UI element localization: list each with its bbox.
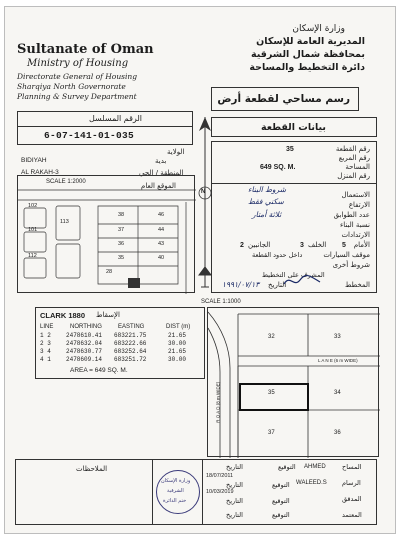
coord-row-northing: 2478609.14 (66, 356, 103, 363)
house-number-label: رقم المنزل (337, 172, 370, 180)
setbacks-label: الارتدادات (341, 231, 370, 239)
area-value: AL RAKAH-3 (21, 169, 59, 176)
serial-divider (18, 126, 192, 127)
surveyor-signature-label: التوقيع (278, 463, 296, 471)
locality-map-drawing (18, 176, 196, 294)
locality-plot: 112 (28, 253, 37, 259)
area-size-value: 649 SQ. M. (260, 164, 296, 171)
detail-plot: 37 (268, 430, 275, 436)
header-en-line-5: Planning & Survey Department (17, 92, 137, 101)
surveyor-name: AHMED (304, 464, 326, 470)
plot-number-label: رقم القطعة (335, 145, 370, 153)
wilayat-value-ar: بدية (155, 157, 167, 165)
locality-plot: 35 (118, 255, 125, 261)
detail-plot: 33 (334, 334, 341, 340)
parking-label: موقف السيارات (323, 251, 370, 259)
locality-plot: 101 (28, 227, 38, 233)
coord-row-dist: 21.65 (168, 332, 187, 339)
usage-label: الاستعمال (341, 191, 370, 199)
coordinates-table (35, 307, 205, 379)
col-header-easting: EASTING (118, 324, 145, 330)
draftsman-date-label: التاريخ (226, 481, 243, 489)
col-header-line: LINE (40, 324, 54, 330)
title-box (211, 87, 359, 111)
plot-info-table (211, 141, 377, 293)
locality-plot: 28 (106, 269, 113, 275)
header-ar-line-2: المديرية العامة للإسكان (256, 36, 365, 47)
footer-table (15, 459, 377, 525)
coord-row-easting: 683251.72 (114, 356, 147, 363)
plot-info-heading: بيانات القطعة (260, 122, 326, 133)
checker-signature-label: التوقيع (272, 497, 290, 505)
coord-row-northing: 2478632.04 (66, 340, 103, 347)
area-label: المنطقة / الحي (139, 169, 184, 177)
detail-plan-drawing (208, 308, 380, 458)
floors-label: عدد الطوابق (333, 211, 370, 219)
draftsman-date: 10/03/2019 (206, 489, 234, 495)
front-setback-label: الأمام (353, 241, 370, 249)
col-header-northing: NORTHING (70, 324, 102, 330)
locality-plot: 113 (60, 219, 69, 225)
plot-info-divider (212, 183, 376, 184)
date-value: ١٩٩١/٠٧/١٣ (222, 280, 260, 289)
notes-label: الملاحظات (76, 465, 108, 473)
lane-label: L A N E (6 m WIDE) (318, 358, 358, 363)
coord-row-line: 3 4 (40, 348, 51, 355)
coord-row-easting: 683221.75 (114, 332, 147, 339)
locality-plot: 44 (158, 227, 165, 233)
footer-divider (202, 460, 203, 524)
building-conditions-note: شروط البناء (248, 185, 287, 194)
building-ratio-label: نسبة البناء (339, 221, 370, 229)
approver-date-label: التاريخ (226, 511, 243, 519)
detail-scale: SCALE 1:1000 (201, 299, 241, 305)
wilayat-label: الولاية (167, 148, 185, 156)
locality-plot: 102 (28, 203, 38, 209)
datum-label-ar: الإسقاط (96, 311, 120, 319)
locality-plot: 43 (158, 241, 165, 247)
side-setback-label: الجانبين (248, 241, 271, 249)
detail-plot: 34 (334, 390, 341, 396)
side-setback-value: 2 (240, 242, 244, 249)
rear-setback-value: 3 (300, 242, 304, 249)
front-setback-value: 5 (342, 242, 346, 249)
area-size-label: المساحة (345, 163, 370, 171)
planner-label: المخطط (344, 281, 370, 289)
col-header-dist: DIST (m) (166, 324, 191, 330)
coord-row-dist: 21.65 (168, 348, 187, 355)
header-ar-line-1: وزارة الإسكان (292, 24, 345, 34)
header-ar-line-4: دائرة التخطيط والمساحة (249, 62, 365, 73)
header-en-line-4: Sharqiya North Governorate (17, 82, 126, 91)
coord-row-northing: 2478610.41 (66, 332, 103, 339)
plot-info-heading-box (211, 117, 377, 137)
general-location-label: الموقع العام (141, 182, 176, 190)
locality-plot: 37 (118, 227, 125, 233)
header-en-line-3: Directorate General of Housing (17, 72, 138, 81)
rear-setback-label: الخلف (308, 241, 327, 249)
coord-row-line: 2 3 (40, 340, 51, 347)
surveyor-date-label: التاريخ (226, 463, 243, 471)
detail-plan (207, 307, 379, 457)
stamp-text: الشرقية (167, 488, 184, 494)
detail-plot: 36 (334, 430, 341, 436)
coord-row-line: 1 2 (40, 332, 51, 339)
surveyor-role: المساح (342, 463, 362, 471)
parking-value: داخل حدود القطعة (252, 251, 303, 259)
draftsman-role: الرسام (342, 479, 361, 487)
square-number-label: رقم المربع (338, 154, 370, 162)
date-label: التاريخ (268, 281, 287, 289)
locality-plot: 40 (158, 255, 165, 261)
stamp-text: ختم الدائرة (163, 498, 187, 504)
coord-row-dist: 30.00 (168, 356, 187, 363)
height-label: الارتفاع (348, 201, 370, 209)
document-title: رسم مساحي لقطعة أرض (217, 93, 350, 105)
serial-number: 6-07-141-01-035 (44, 130, 135, 141)
floors-value: ثلاثة أمتار (252, 210, 282, 219)
coord-row-easting: 683222.66 (114, 340, 147, 347)
locality-map (17, 175, 195, 293)
planner-signature (282, 274, 322, 288)
datum-label: CLARK 1880 (40, 311, 86, 320)
footer-divider (152, 460, 153, 524)
coord-row-northing: 2478630.77 (66, 348, 103, 355)
serial-box (17, 111, 193, 145)
serial-label: الرقم المسلسل (88, 114, 142, 123)
coord-row-line: 4 1 (40, 356, 51, 363)
checker-role: المدقق (342, 495, 362, 503)
surveyor-date: 18/07/2011 (206, 473, 234, 479)
locality-plot: 38 (118, 212, 125, 218)
locality-plot: 46 (158, 212, 165, 218)
header-ar-line-3: بمحافظة شمال الشرقية (251, 49, 365, 60)
other-conditions-label: شروط أخرى (332, 261, 370, 269)
locality-scale: SCALE 1:2000 (46, 179, 86, 185)
approver-signature-label: التوقيع (272, 511, 290, 519)
header-en-line-2: Ministry of Housing (27, 58, 129, 69)
checker-date-label: التاريخ (226, 497, 243, 505)
survey-sheet (4, 6, 396, 534)
detail-plot-selected: 35 (268, 390, 275, 396)
supervisor-label: المشرف على التخطيط (262, 271, 325, 279)
wilayat-value: BIDIYAH (21, 157, 47, 164)
detail-plot: 32 (268, 334, 275, 340)
coord-row-dist: 30.00 (168, 340, 187, 347)
draftsman-name: WALEED.S (296, 480, 327, 486)
area-total: AREA = 649 SQ. M. (70, 367, 128, 374)
plot-number-value: 35 (286, 146, 294, 153)
north-label: N (201, 189, 206, 195)
draftsman-signature-label: التوقيع (272, 481, 290, 489)
header-en-line-1: Sultanate of Oman (17, 42, 154, 57)
stamp-text: وزارة الإسكان (161, 478, 191, 484)
approver-role: المعتمد (342, 511, 362, 519)
usage-value: سكني فقط (248, 197, 284, 206)
stamp-icon (156, 470, 200, 514)
road-label: R O A D (8 m WIDE) (215, 381, 221, 423)
coord-row-easting: 683252.64 (114, 348, 147, 355)
locality-plot: 36 (118, 241, 125, 247)
